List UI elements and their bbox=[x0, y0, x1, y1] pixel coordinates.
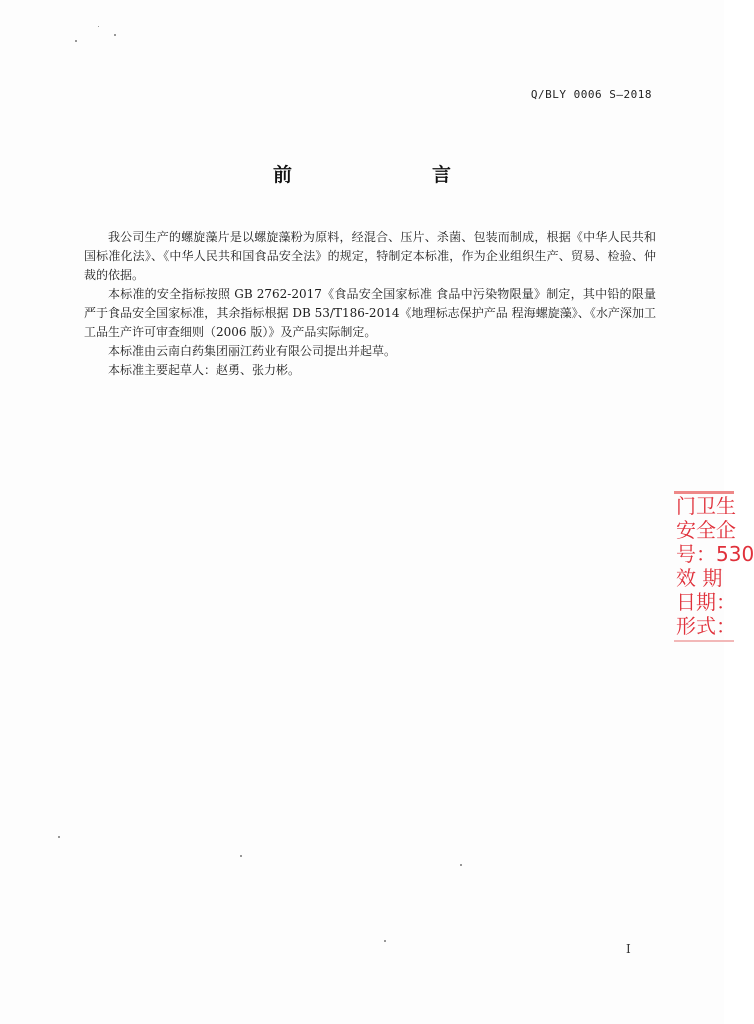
stamp-line: 效 期 bbox=[676, 566, 723, 590]
stamp-line: 号：530 bbox=[676, 542, 754, 566]
scan-speck bbox=[384, 940, 386, 942]
stamp-line: 形式： bbox=[676, 614, 736, 638]
stamp-line: 日期： bbox=[676, 590, 736, 614]
scan-speck bbox=[460, 864, 462, 866]
scan-speck bbox=[75, 40, 77, 42]
stamp-line: 门卫生 bbox=[676, 494, 736, 518]
paragraph: 我公司生产的螺旋藻片是以螺旋藻粉为原料，经混合、压片、杀菌、包装而制成，根据《中华人民共和国标准化法》、《中华人民共和国食品安全法》的规定，特制定本标准，作为企业组织生产、贸易、检验、仲裁的依据。 bbox=[84, 230, 656, 282]
paragraph: 本标准的安全指标按照 GB 2762-2017《食品安全国家标准 食品中污染物限量》制定，其中铅的限量严于食品安全国家标准，其余指标根据 DB 53/T186-2014《地理标志保护产品 程海螺旋藻》、《水产深加工工品生产许可审查细则（2006 版）》及产品实际制定。 bbox=[84, 287, 656, 339]
standard-code: Q/BLY 0006 S—2018 bbox=[530, 88, 652, 101]
page-number: I bbox=[626, 942, 631, 956]
red-seal-stamp bbox=[674, 491, 754, 642]
paragraph: 本标准由云南白药集团丽江药业有限公司提出并起草。 bbox=[108, 344, 397, 358]
scan-speck bbox=[58, 836, 60, 838]
scan-speck bbox=[98, 26, 99, 27]
page-title: 前 言 bbox=[272, 164, 485, 186]
foreword-body bbox=[84, 228, 656, 380]
paragraph: 本标准主要起草人：赵勇、张力彬。 bbox=[108, 363, 301, 377]
stamp-line: 安全企 bbox=[676, 518, 736, 542]
scan-speck bbox=[114, 34, 116, 36]
scan-speck bbox=[240, 855, 242, 857]
